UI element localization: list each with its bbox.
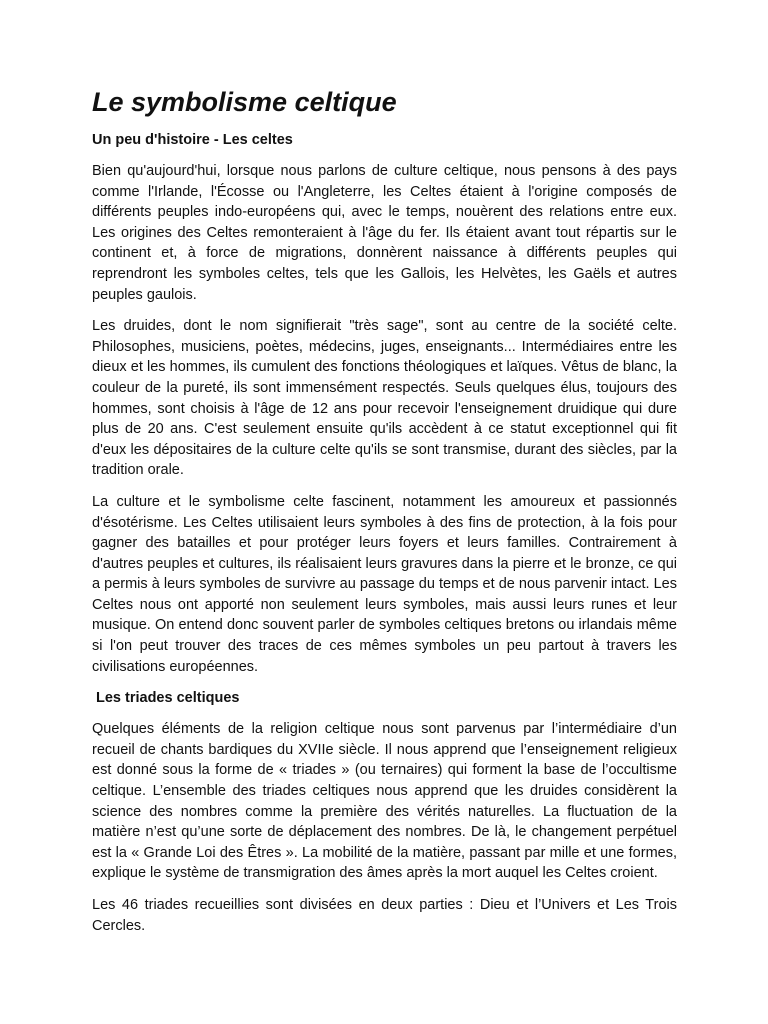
document-page — [92, 84, 677, 947]
paragraph-symbolism: La culture et le symbolisme celte fascinent, notamment les amoureux et passionnés d'ésotérisme. Les Celtes utilisaient leurs symboles à des fins de protection, à la fois pour gagner des batailles et pour protéger leurs foyers et leurs familles. Contrairement à d'autres peuples et cultures, ils réalisaient leurs gravures dans la pierre et le bronze, ce qui a permis à leurs symboles de survivre au passage du temps et de nous parvenir intact. Les Celtes nous ont apporté non seulement leurs symboles, mais aussi leurs runes et leur musique. On entend donc souvent parler de symboles celtiques bretons ou irlandais même si l'on peut trouver des traces de ces mêmes symboles un peu partout à travers les civilisations européennes. — [92, 493, 677, 675]
section-heading-history: Un peu d'histoire - Les celtes — [92, 132, 293, 148]
paragraph-triads-count: Les 46 triades recueillies sont divisées en deux parties : Dieu et l’Univers et Les Trois Cercles. — [92, 897, 677, 934]
section-heading-triads: Les triades celtiques — [96, 690, 240, 707]
paragraph-triads-religion: Quelques éléments de la religion celtique nous sont parvenus par l’intermédiaire d’un recueil de chants bardiques du XVIIe siècle. Il nous apprend que l’enseignement religieux est donné sous la forme de « triades » (ou ternaires) qui forment la base de l’occultisme celtique. L’ensemble des triades celtiques nous apprend que les druides considèrent la science des nombres comme la première des vérités naturelles. La fluctuation de la matière n’est qu’une sorte de déplacement des nombres. De là, le changement perpétuel est la « Grande Loi des Êtres ». La mobilité de la matière, passant par mille et une formes, explique le système de transmigration des âmes après la mort auquel les Celtes croient. — [92, 721, 677, 882]
document-title: Le symbolisme celtique — [92, 87, 397, 117]
paragraph-origins: Bien qu'aujourd'hui, lorsque nous parlons de culture celtique, nous pensons à des pays comme l'Irlande, l'Écosse ou l'Angleterre, les Celtes étaient à l'origine composés de différents peuples indo-européens qui, avec le temps, nouèrent des relations entre eux. Les origines des Celtes remonteraient à l'âge du fer. Ils étaient avant tout répartis sur le continent et, à force de migrations, donnèrent naissance à différents peuples qui reprendront les symboles celtes, tels que les Gallois, les Helvètes, les Gaëls et autres peuples gaulois. — [92, 163, 677, 303]
paragraph-druids: Les druides, dont le nom signifierait "très sage", sont au centre de la société celte. Philosophes, musiciens, poètes, médecins, juges, enseignants... Intermédiaires entre les dieux et les hommes, ils cumulent des fonctions théologiques et laïques. Vêtus de blanc, la couleur de la pureté, ils sont immensément respectés. Seuls quelques élus, toujours des hommes, sont choisis à l'âge de 12 ans pour recevoir l'enseignement druidique qui dure plus de 20 ans. C'est seulement ensuite qu'ils accèdent à ce statut exceptionnel qui fit d'eux les dépositaires de la culture celte qu'ils se sont transmise, durant des siècles, par la tradition orale. — [92, 318, 677, 479]
